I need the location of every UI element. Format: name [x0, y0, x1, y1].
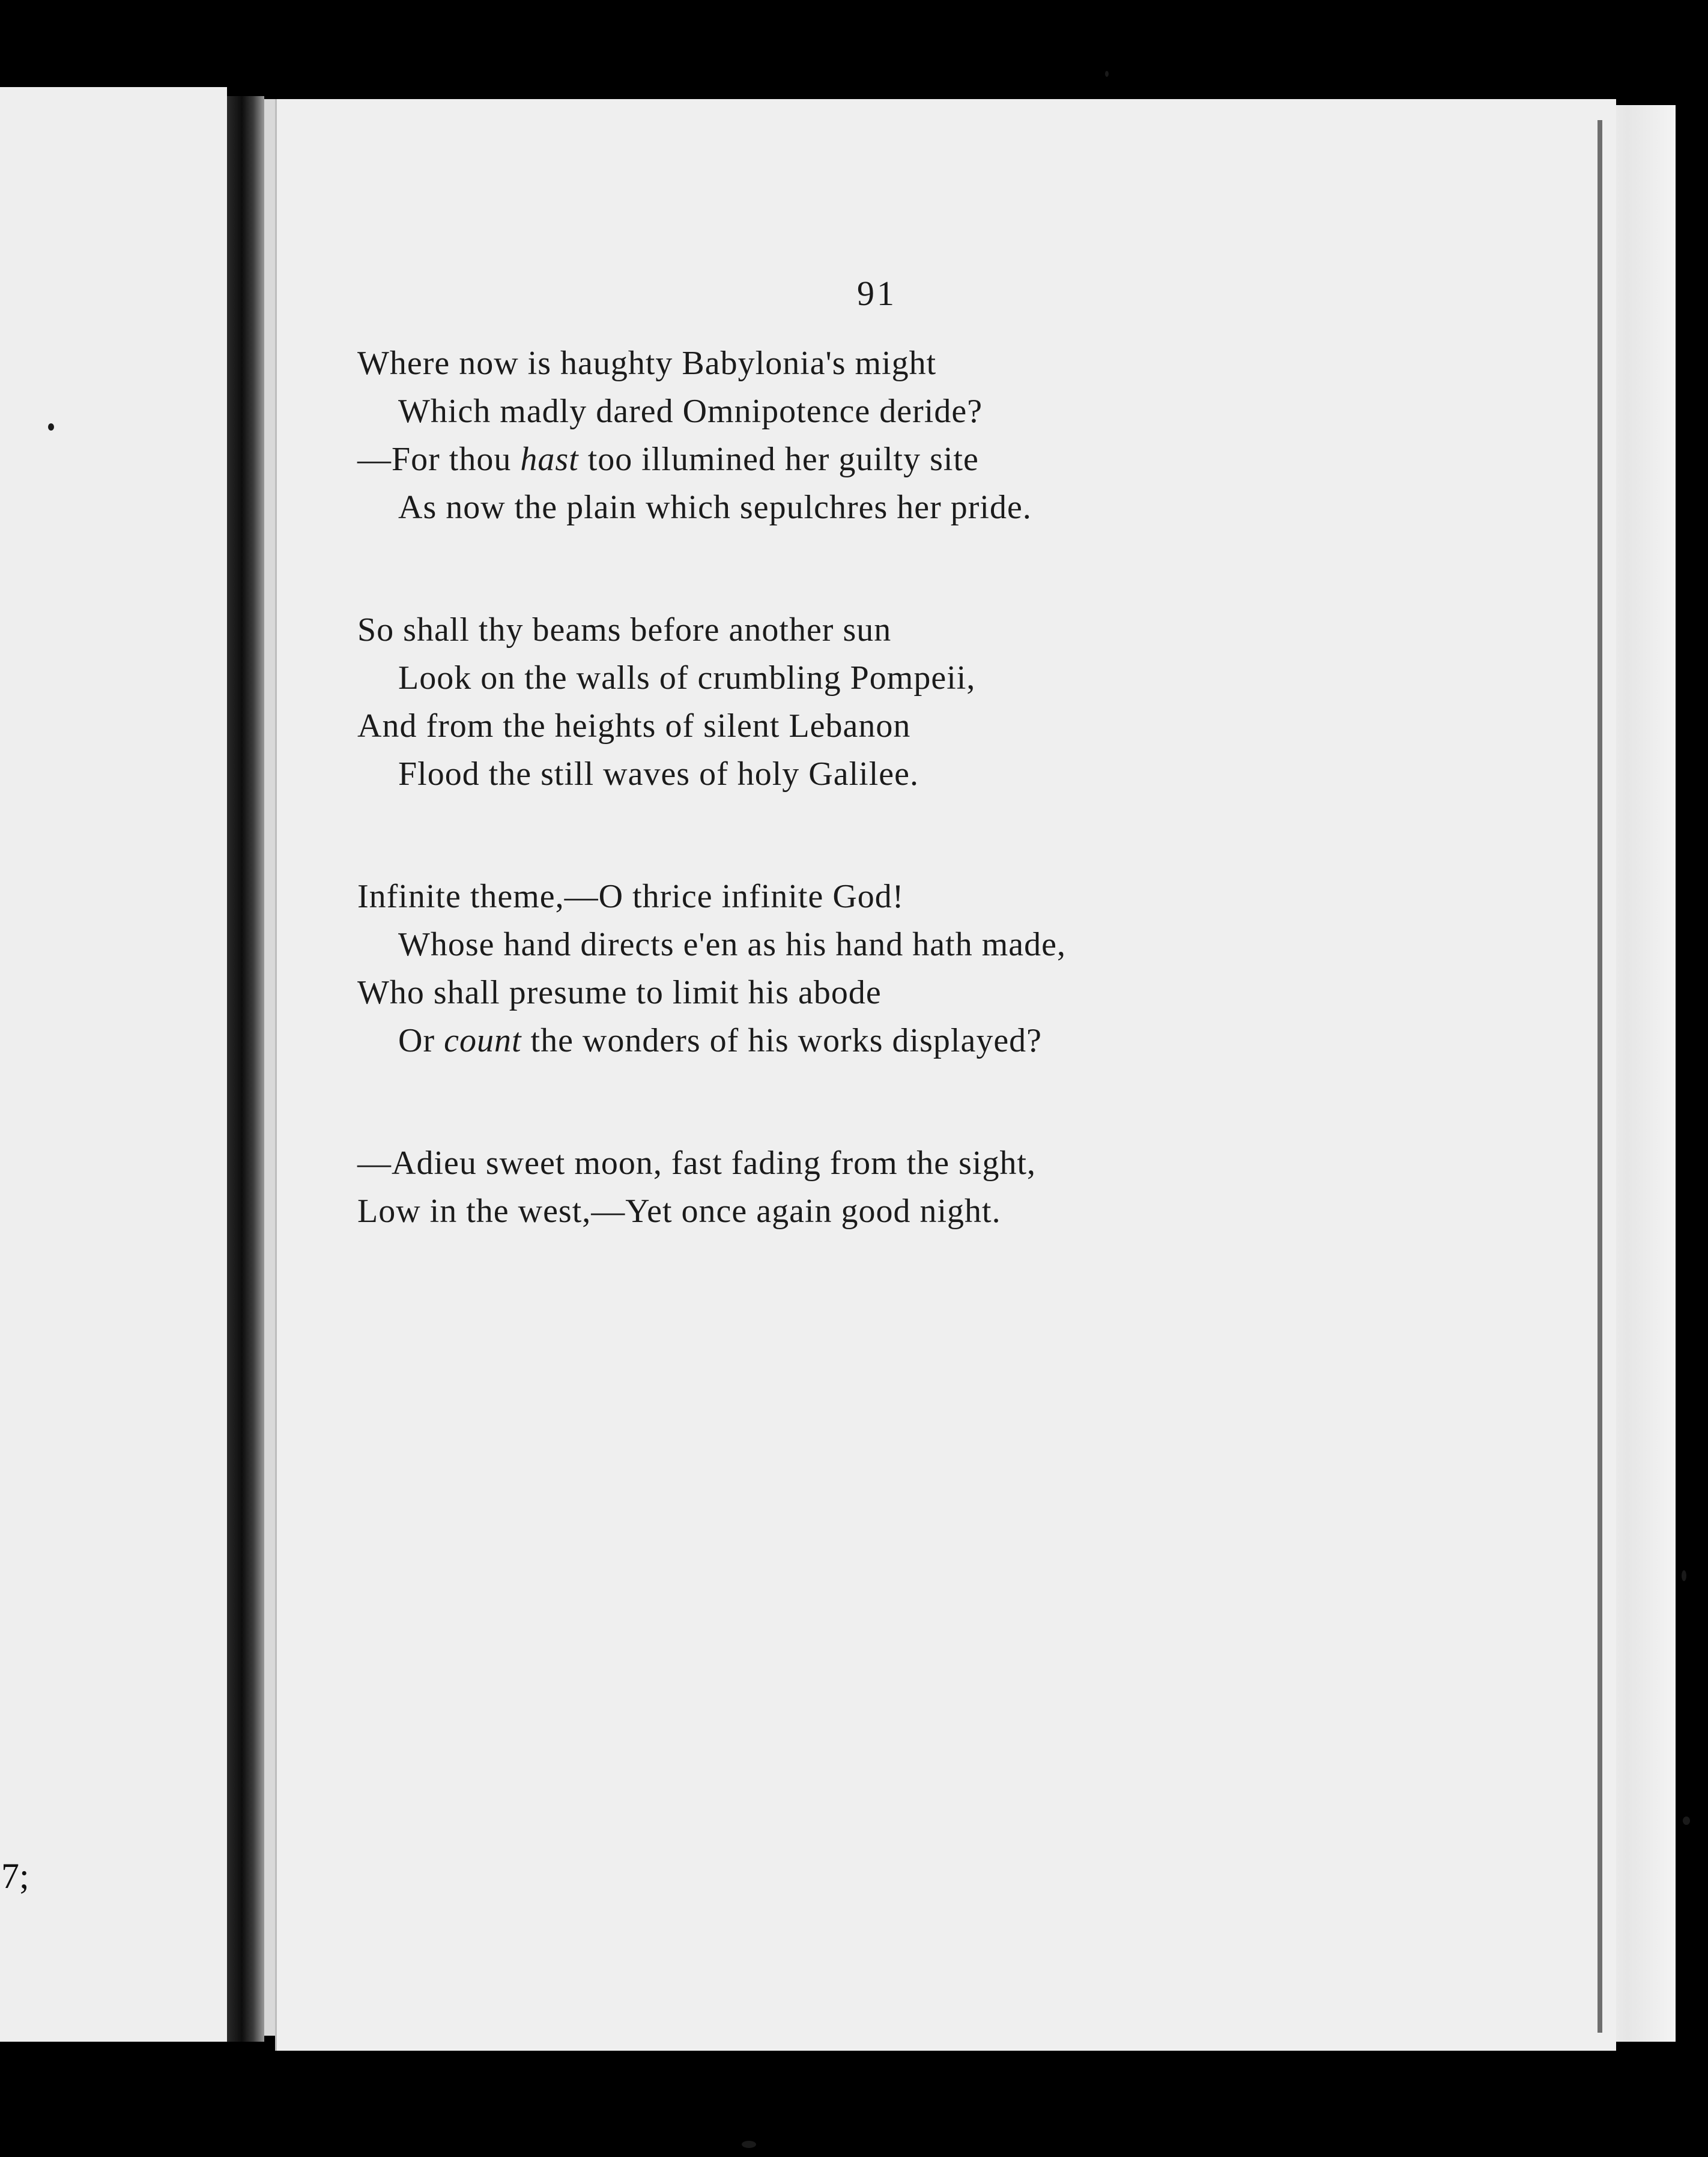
poem-line-segment: too illumined her guilty site	[578, 441, 979, 478]
poem	[357, 339, 1258, 1235]
poem-line: Whose hand directs e'en as his hand hath made,	[398, 926, 1066, 963]
emphasized-word: hast	[520, 441, 579, 478]
stanza	[357, 606, 1258, 798]
poem-line: Where now is haughty Babylonia's might	[357, 345, 937, 382]
stanza	[357, 873, 1258, 1065]
poem-line: Who shall presume to limit his abode	[357, 974, 882, 1011]
emphasized-word: count	[444, 1022, 522, 1059]
poem-line	[357, 1017, 1258, 1065]
facing-page	[0, 87, 227, 2042]
poem-line: Look on the walls of crumbling Pompeii,	[398, 659, 976, 697]
facing-page-text-fragment: 7;	[1, 1856, 29, 1896]
poem-line: As now the plain which sepulchres her pride.	[398, 489, 1032, 526]
dust-speck	[1105, 71, 1109, 77]
dust-speck	[742, 2141, 756, 2148]
page-fold-shadow	[1597, 120, 1602, 2033]
poem-line: Flood the still waves of holy Galilee.	[398, 755, 919, 793]
dust-speck	[1682, 1570, 1686, 1581]
facing-page-speck	[48, 423, 54, 431]
page-number: 91	[857, 274, 897, 313]
poem-line-segment: Or	[398, 1022, 444, 1059]
poem-line: So shall thy beams before another sun	[357, 611, 892, 649]
poem-line-segment: —For thou	[357, 441, 521, 478]
book-gutter	[227, 96, 264, 2042]
poem-line-segment: the wonders of his works displayed?	[521, 1022, 1043, 1059]
poem-line: —Adieu sweet moon, fast fading from the sight,	[357, 1145, 1037, 1182]
poem-line: And from the heights of silent Lebanon	[357, 707, 911, 745]
dust-speck	[1683, 1817, 1690, 1825]
stanza	[357, 1139, 1258, 1235]
poem-line	[357, 435, 1258, 483]
poem-line: Which madly dared Omnipotence deride?	[398, 393, 983, 430]
poem-line: Low in the west,—Yet once again good night.	[357, 1193, 1001, 1230]
stanza	[357, 339, 1258, 531]
poem-line: Infinite theme,—O thrice infinite God!	[357, 878, 904, 915]
